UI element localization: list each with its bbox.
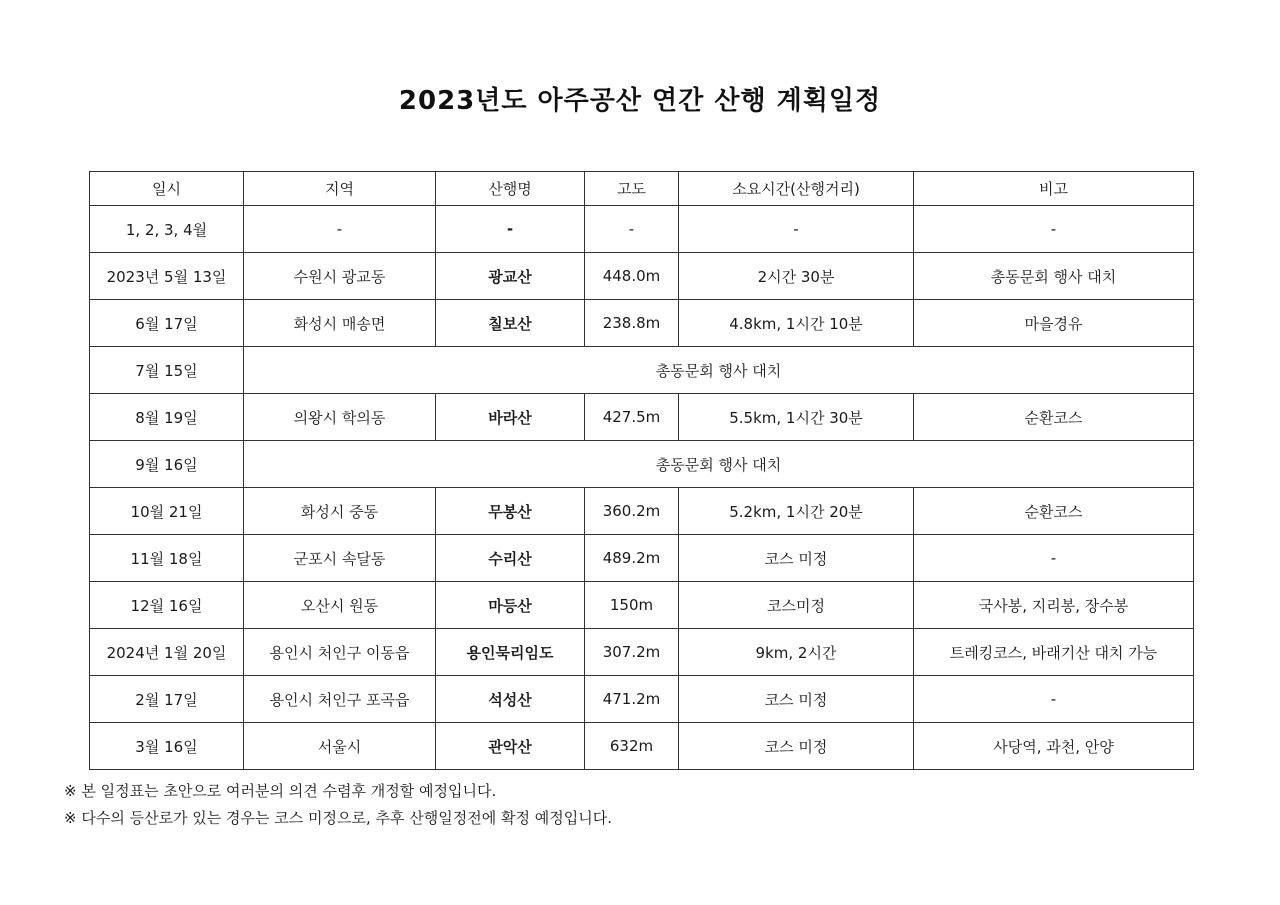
cell-date: 11월 18일 xyxy=(90,535,244,582)
cell-date: 2023년 5월 13일 xyxy=(90,253,244,300)
cell-mountain: 무봉산 xyxy=(436,488,585,535)
cell-mountain: 칠보산 xyxy=(436,300,585,347)
cell-mountain: 바라산 xyxy=(436,394,585,441)
cell-region: 용인시 처인구 이동읍 xyxy=(244,629,436,676)
table-row xyxy=(90,206,1194,253)
table-row xyxy=(90,488,1194,535)
cell-mountain: 용인묵리임도 xyxy=(436,629,585,676)
cell-altitude: 150m xyxy=(585,582,679,629)
header-date: 일시 xyxy=(90,172,244,206)
table-header-row xyxy=(90,172,1194,206)
footnote: ※ 다수의 등산로가 있는 경우는 코스 미정으로, 추후 산행일정전에 확정 예정입니다. xyxy=(64,809,612,827)
schedule-table xyxy=(89,171,1194,770)
cell-note: - xyxy=(914,535,1194,582)
cell-note: 사당역, 과천, 안양 xyxy=(914,723,1194,770)
page-title: 2023년도 아주공산 연간 산행 계획일정 xyxy=(398,86,882,116)
table-row xyxy=(90,347,1194,394)
cell-mountain: 광교산 xyxy=(436,253,585,300)
footnotes xyxy=(64,778,612,832)
cell-region: 군포시 속달동 xyxy=(244,535,436,582)
cell-duration: 코스미정 xyxy=(679,582,914,629)
cell-mountain: 수리산 xyxy=(436,535,585,582)
cell-mountain: 석성산 xyxy=(436,676,585,723)
cell-duration: 코스 미정 xyxy=(679,723,914,770)
cell-note: - xyxy=(914,206,1194,253)
cell-date: 9월 16일 xyxy=(90,441,244,488)
header-mountain: 산행명 xyxy=(436,172,585,206)
cell-mountain: 관악산 xyxy=(436,723,585,770)
cell-note: - xyxy=(914,676,1194,723)
cell-duration: 2시간 30분 xyxy=(679,253,914,300)
cell-duration: - xyxy=(679,206,914,253)
cell-region: 의왕시 학의동 xyxy=(244,394,436,441)
cell-merged-event: 총동문회 행사 대치 xyxy=(244,441,1194,488)
cell-date: 2월 17일 xyxy=(90,676,244,723)
cell-note: 트레킹코스, 바래기산 대치 가능 xyxy=(914,629,1194,676)
cell-note: 순환코스 xyxy=(914,488,1194,535)
header-region: 지역 xyxy=(244,172,436,206)
cell-altitude: 307.2m xyxy=(585,629,679,676)
cell-date: 8월 19일 xyxy=(90,394,244,441)
cell-note: 마을경유 xyxy=(914,300,1194,347)
cell-note: 총동문회 행사 대치 xyxy=(914,253,1194,300)
cell-date: 7월 15일 xyxy=(90,347,244,394)
cell-date: 6월 17일 xyxy=(90,300,244,347)
cell-region: 화성시 매송면 xyxy=(244,300,436,347)
cell-altitude: 238.8m xyxy=(585,300,679,347)
cell-duration: 코스 미정 xyxy=(679,676,914,723)
table-row xyxy=(90,441,1194,488)
header-duration: 소요시간(산행거리) xyxy=(679,172,914,206)
table-row xyxy=(90,582,1194,629)
cell-date: 12월 16일 xyxy=(90,582,244,629)
cell-note: 순환코스 xyxy=(914,394,1194,441)
cell-altitude: 489.2m xyxy=(585,535,679,582)
cell-merged-event: 총동문회 행사 대치 xyxy=(244,347,1194,394)
cell-duration: 5.5km, 1시간 30분 xyxy=(679,394,914,441)
table-row xyxy=(90,723,1194,770)
cell-region: 화성시 중동 xyxy=(244,488,436,535)
cell-altitude: 448.0m xyxy=(585,253,679,300)
cell-altitude: 632m xyxy=(585,723,679,770)
header-altitude: 고도 xyxy=(585,172,679,206)
header-note: 비고 xyxy=(914,172,1194,206)
cell-date: 2024년 1월 20일 xyxy=(90,629,244,676)
cell-altitude: 360.2m xyxy=(585,488,679,535)
footnote: ※ 본 일정표는 초안으로 여러분의 의견 수렴후 개정할 예정입니다. xyxy=(64,782,497,800)
cell-duration: 4.8km, 1시간 10분 xyxy=(679,300,914,347)
cell-mountain: - xyxy=(436,206,585,253)
table-row xyxy=(90,629,1194,676)
cell-mountain: 마등산 xyxy=(436,582,585,629)
table-row xyxy=(90,394,1194,441)
cell-region: 용인시 처인구 포곡읍 xyxy=(244,676,436,723)
cell-altitude: 427.5m xyxy=(585,394,679,441)
table-row xyxy=(90,535,1194,582)
cell-region: 오산시 원동 xyxy=(244,582,436,629)
cell-date: 1, 2, 3, 4월 xyxy=(90,206,244,253)
cell-region: - xyxy=(244,206,436,253)
cell-region: 서울시 xyxy=(244,723,436,770)
cell-date: 3월 16일 xyxy=(90,723,244,770)
cell-note: 국사봉, 지리봉, 장수봉 xyxy=(914,582,1194,629)
cell-duration: 9km, 2시간 xyxy=(679,629,914,676)
cell-date: 10월 21일 xyxy=(90,488,244,535)
cell-altitude: - xyxy=(585,206,679,253)
table-row xyxy=(90,676,1194,723)
table-row xyxy=(90,253,1194,300)
table-row xyxy=(90,300,1194,347)
cell-region: 수원시 광교동 xyxy=(244,253,436,300)
cell-duration: 5.2km, 1시간 20분 xyxy=(679,488,914,535)
cell-duration: 코스 미정 xyxy=(679,535,914,582)
cell-altitude: 471.2m xyxy=(585,676,679,723)
